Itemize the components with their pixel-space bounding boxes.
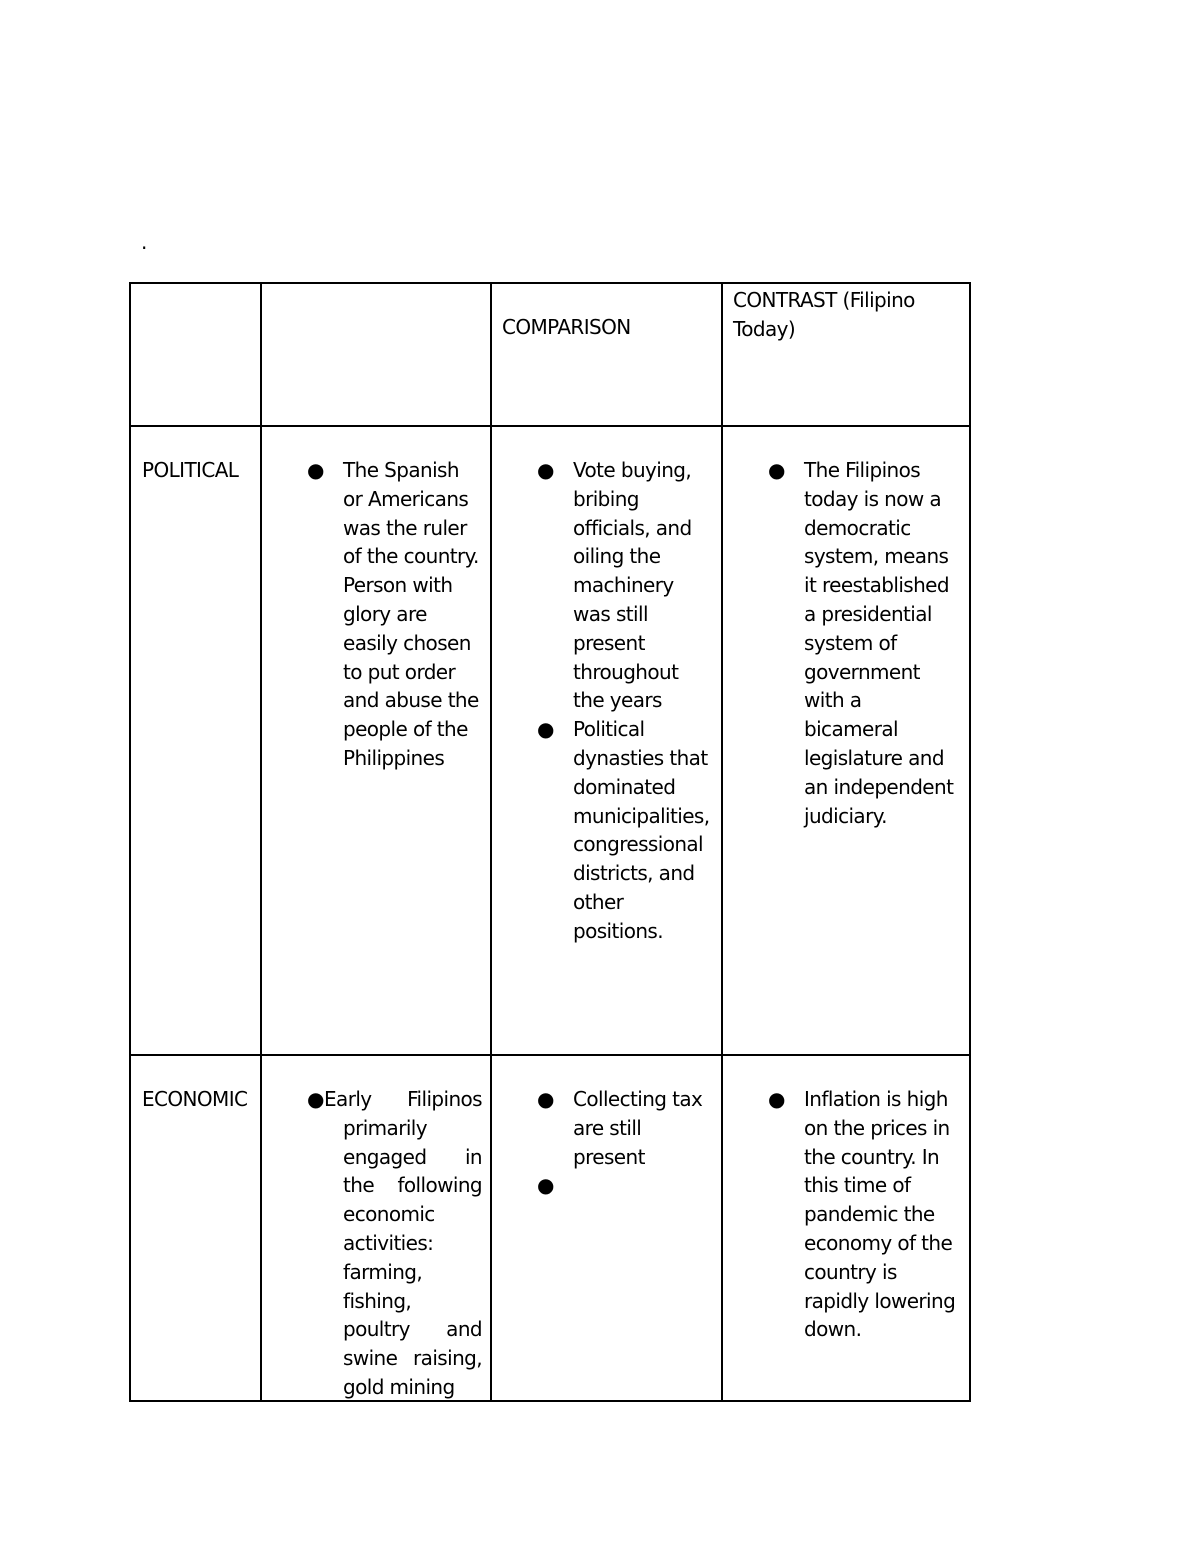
- list-item: ● Vote buying, bribing officials, and oiling the machinery was still present throughout the years: [537, 458, 692, 713]
- bullet-icon: ●: [537, 1173, 554, 1198]
- row-label-cell: [130, 1055, 261, 1401]
- list-item: ● Political dynasties that dominated municipalities, congressional districts, and other positions.: [537, 717, 710, 943]
- bullet-icon: ●: [537, 717, 554, 742]
- header-contrast: CONTRAST (Filipino Today): [733, 288, 915, 341]
- header-cell-empty-2: [261, 283, 491, 426]
- bullet-icon: ●: [537, 1087, 554, 1111]
- list-item: ● Early Filipinos primarily engaged in the following economic activities: farming, fishing, poultry and swine raising, gold mining: [307, 1087, 482, 1399]
- economic-comparison-cell: [491, 1055, 722, 1401]
- list-item-empty: [492, 1171, 713, 1200]
- row-label-political: POLITICAL: [142, 458, 239, 482]
- list-item: ● Inflation is high on the prices in the country. In this time of pandemic the economy of the country is rapidly lowering down.: [768, 1087, 956, 1342]
- header-comparison: COMPARISON: [502, 315, 631, 339]
- political-comparison-cell: [491, 426, 722, 1055]
- page-dot: .: [141, 230, 148, 254]
- header-cell-comparison: [491, 283, 722, 426]
- political-historical-cell: [261, 426, 491, 1055]
- table-header-row: [130, 283, 970, 426]
- header-cell-contrast: [722, 283, 970, 426]
- economic-historical-cell: [261, 1055, 491, 1401]
- bullet-icon: ●: [768, 1087, 785, 1111]
- row-label-cell: [130, 426, 261, 1055]
- row-label-economic: ECONOMIC: [142, 1087, 248, 1111]
- bullet-icon: ●: [307, 458, 324, 482]
- comparison-table: [129, 282, 971, 1402]
- list-item: ● Collecting tax are still present: [537, 1087, 703, 1169]
- political-contrast-cell: [722, 426, 970, 1055]
- bullet-icon: ●: [768, 458, 785, 482]
- table-row-political: [130, 426, 970, 1055]
- list-item: ● The Filipinos today is now a democratic system, means it reestablished a presidential system of government with a bicameral legislature and an independent judiciary.: [768, 458, 954, 828]
- economic-contrast-cell: [722, 1055, 970, 1401]
- header-cell-empty-1: [130, 283, 261, 426]
- list-item: ● The Spanish or Americans was the ruler of the country. Person with glory are easily chosen to put order and abuse the people of the Philippines: [307, 458, 479, 770]
- bullet-icon: ●: [307, 1087, 324, 1111]
- bullet-icon: ●: [537, 458, 554, 482]
- table-row-economic: [130, 1055, 970, 1401]
